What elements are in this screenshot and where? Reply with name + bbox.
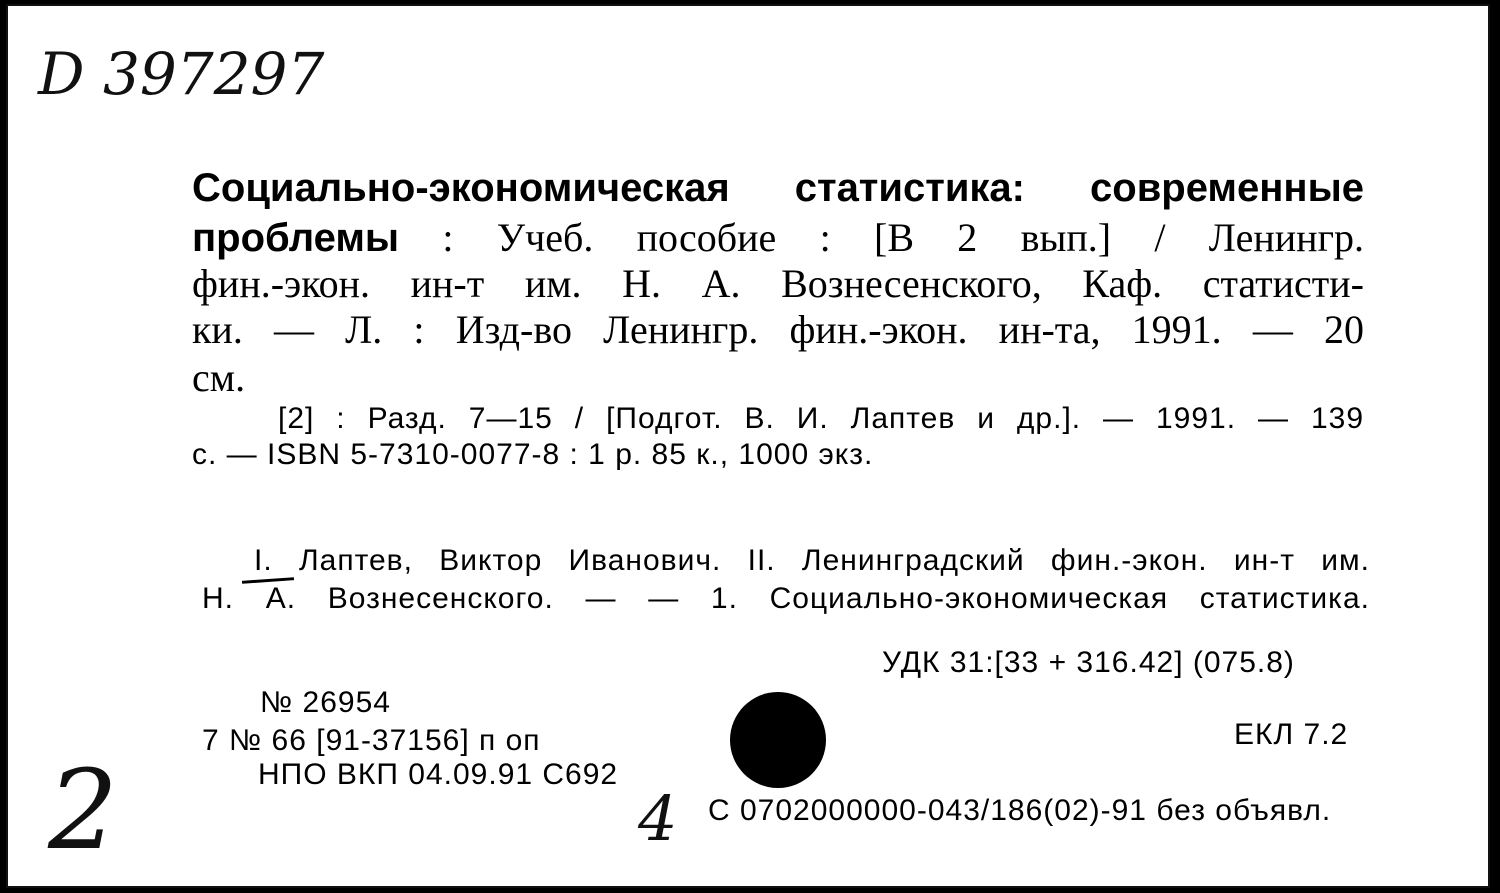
tracing-line-1: I. Лаптев, Виктор Иванович. II. Ленинградский фин.-экон. ин-т им.	[254, 544, 1370, 577]
title-bold-end: проблемы	[192, 216, 400, 260]
title-line-1: Социально-экономическая статистика: современные	[192, 166, 1364, 210]
volume-line-1: [2] : Разд. 7—15 / [Подгот. В. И. Лаптев и др.]. — 1991. — 139	[278, 402, 1364, 435]
udc-classification: УДК 31:[33 + 316.42] (075.8)	[882, 646, 1295, 679]
title-line-2-rest: : Учеб. пособие : [В 2 вып.] / Ленингр.	[442, 215, 1364, 260]
volume-line-2: с. — ISBN 5-7310-0077-8 : 1 р. 85 к., 1000 экз.	[192, 438, 874, 471]
npo-line: НПО ВКП 04.09.91 С692	[258, 758, 619, 791]
card-number: № 26954	[260, 686, 391, 719]
punch-hole	[730, 692, 826, 788]
title-line-5: см.	[192, 355, 246, 400]
title-line-4: ки. — Л. : Изд-во Ленингр. фин.-экон. ин-та, 1991. — 20	[192, 307, 1364, 352]
order-line: 7 № 66 [91-37156] п оп	[202, 724, 541, 757]
handwritten-numeral-mark: 4	[638, 782, 678, 855]
handwritten-numeral-left: 2	[48, 746, 118, 874]
title-line-3: фин.-экон. ин-т им. Н. А. Вознесенского, Каф. статисти-	[192, 261, 1364, 306]
catalog-card	[6, 4, 1490, 888]
accession-number-handwritten: D 397297	[38, 40, 325, 108]
tracing-line-2: Н. А. Вознесенского. — — 1. Социально-экономическая статистика.	[202, 582, 1370, 615]
title-line-2	[192, 214, 1364, 261]
ekl-classification: ЕКЛ 7.2	[1234, 718, 1349, 751]
code-line: С 0702000000-043/186(02)-91 без объявл.	[708, 794, 1332, 827]
